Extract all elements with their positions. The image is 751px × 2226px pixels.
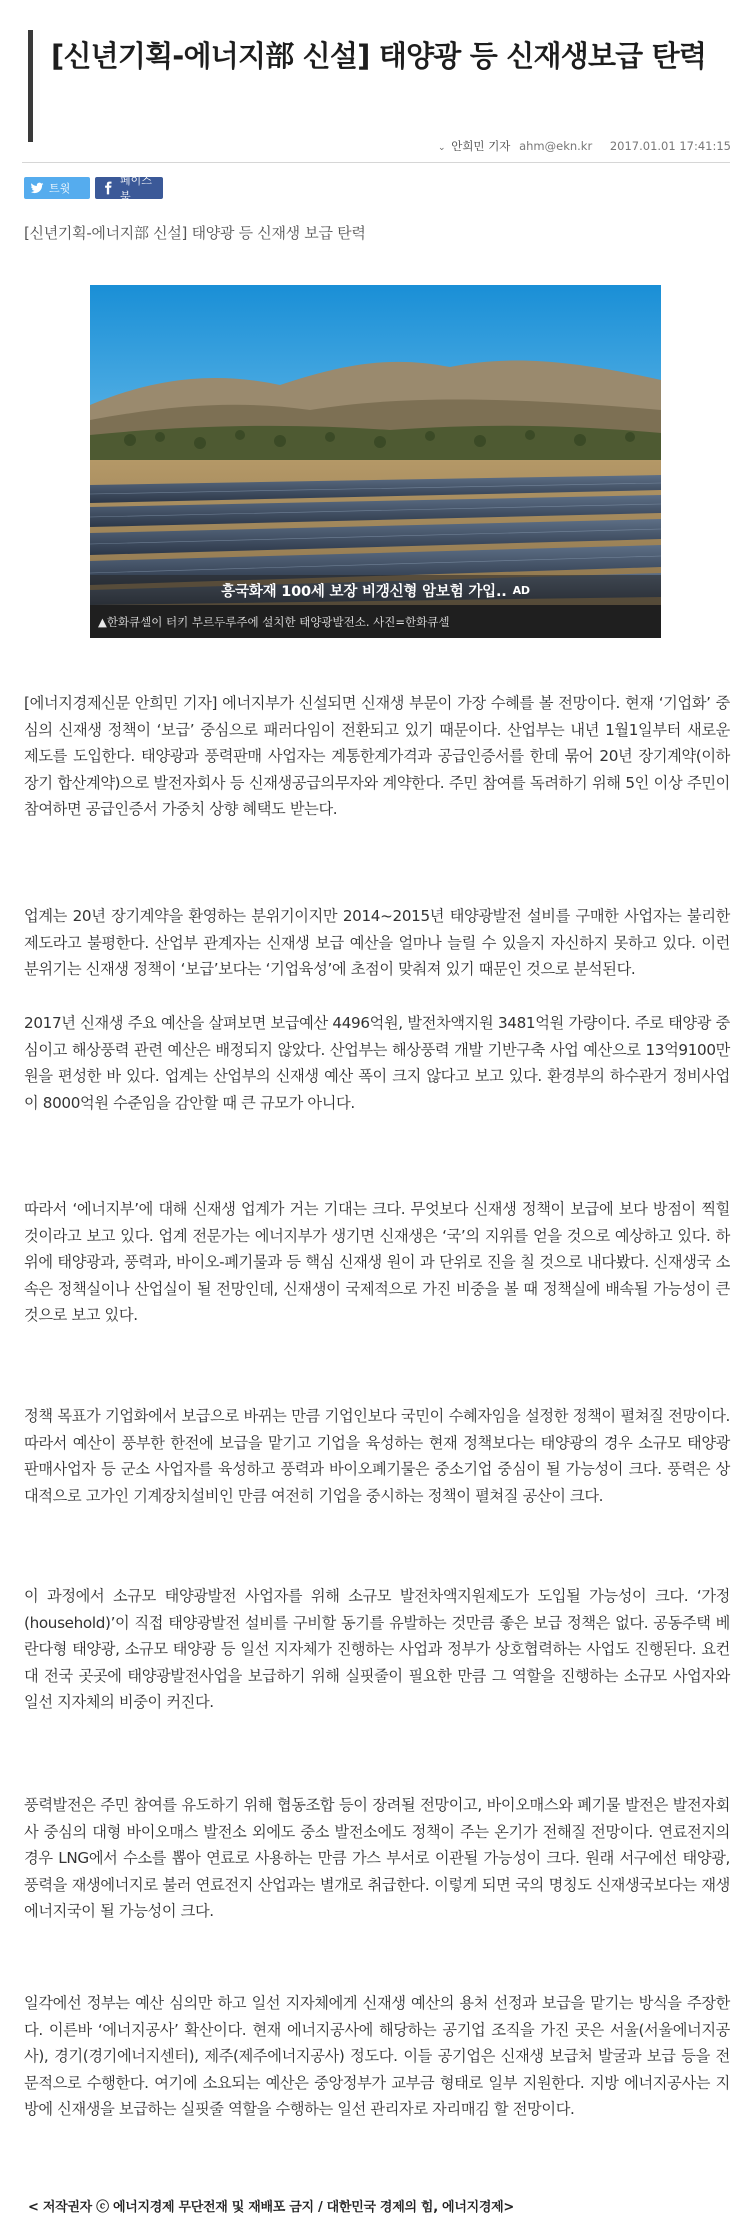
header-divider xyxy=(22,162,730,163)
chevron-down-icon[interactable]: ⌄ xyxy=(438,143,446,153)
facebook-f-icon xyxy=(101,181,115,195)
photo-ad-bar[interactable] xyxy=(90,575,661,605)
twitter-share-button[interactable] xyxy=(24,177,90,199)
body-paragraph-8: 일각에선 정부는 예산 심의만 하고 일선 지자체에게 신재생 예산의 용처 선정과 보급을 맡기는 방식을 주장한다. 이른바 ‘에너지공사’ 확산이다. 현재 에너지공사에 해당하는 공기업 조직을 가진 곳은 서울(서울에너지공사), 경기(경기에너지센터), 제주(제주에너지공사) 정도다. 이들 공기업은 신재생 보급처 발굴과 보급 등을 전문적으로 수행한다. 여기에 소요되는 예산은 중앙정부가 교부금 형태로 일부 지원한다. 지방 에너지공사는 지방에 신재생을 보급하는 실핏줄 역할을 수행하는 일선 관리자로 자리매김 할 전망이다. xyxy=(24,1994,730,2118)
reporter-email[interactable]: ahm@ekn.kr xyxy=(519,139,593,153)
body-paragraph-7: 풍력발전은 주민 참여를 유도하기 위해 협동조합 등이 장려될 전망이고, 바이오매스와 폐기물 발전은 발전자회사 중심의 대형 바이오매스 발전소 외에도 중소 발전소에도 정책이 주는 온기가 전해질 전망이다. 연료전지의 경우 LNG에서 수소를 뽑아 연료로 사용하는 만큼 가스 부서로 이관될 가능성이 크다. 원래 서구에선 태양광, 풍력을 재생에너지로 불러 연료전지 산업과는 별개로 취급한다. 이렇게 되면 국의 명칭도 신재생국보다는 재생에너지국이 될 가능성이 크다. xyxy=(24,1796,730,1920)
twitter-bird-icon xyxy=(30,181,44,195)
photo-caption: ▲한화큐셀이 터키 부르두루주에 설치한 태양광발전소. 사진=한화큐셀 xyxy=(90,605,661,638)
body-paragraph-2: 업계는 20년 장기계약을 환영하는 분위기이지만 2014~2015년 태양광발전 설비를 구매한 사업자는 불리한 제도라고 불평한다. 산업부 관계자는 신재생 보급 예산을 얼마나 늘릴 수 있을지 자신하지 못하고 있다. 이런 분위기는 신재생 정책이 ‘보급’보다는 ‘기업육성’에 초점이 맞춰져 있기 때문인 것으로 분석된다. xyxy=(24,907,730,978)
article-photo xyxy=(90,285,661,638)
title-block xyxy=(28,30,733,142)
body-paragraph-6: 이 과정에서 소규모 태양광발전 사업자를 위해 소규모 발전차액지원제도가 도입될 가능성이 크다. ‘가정(household)’이 직접 태양광발전 설비를 구비할 동기를 유발하는 것만큼 좋은 보급 정책은 없다. 공동주택 베란다형 태양광, 소규모 태양광 등 일선 지자체가 진행하는 사업과 정부가 상호협력하는 사업도 진행된다. 요컨대 전국 곳곳에 태양광발전사업을 보급하기 위해 실핏줄이 필요한 만큼 그 역할을 진행하는 소규모 사업자와 일선 지자체의 비중이 커진다. xyxy=(24,1587,730,1711)
facebook-share-label: 페이스북 xyxy=(120,174,152,203)
body-paragraph-4: 따라서 ‘에너지부’에 대해 신재생 업계가 거는 기대는 크다. 무엇보다 신재생 정책이 보급에 보다 방점이 찍힐 것이라고 보고 있다. 업계 전문가는 에너지부가 생기면 신재생은 ‘국’의 지위를 얻을 것으로 예상하고 있다. 하위에 태양광과, 풍력과, 바이오-폐기물과 등 핵심 신재생 원이 과 단위로 진을 칠 것으로 내다봤다. 신재생국 소속은 정책실이나 산업실이 될 전망인데, 신재생이 국제적으로 가진 비중을 볼 때 정책실에 배속될 가능성이 큰 것으로 보고 있다. xyxy=(24,1200,730,1324)
ad-tag: AD xyxy=(512,583,530,597)
solar-farm-image xyxy=(90,285,661,605)
article-title: [신년기획-에너지部 신설] 태양광 등 신재생보급 탄력 xyxy=(51,39,707,73)
publish-date: 2017.01.01 17:41:15 xyxy=(609,139,731,153)
body-paragraph-5: 정책 목표가 기업화에서 보급으로 바뀌는 만큼 기업인보다 국민이 수혜자임을 설정한 정책이 펼쳐질 전망이다. 따라서 예산이 풍부한 한전에 보급을 맡기고 기업을 육성하는 현재 정책보다는 태양광의 경우 소규모 태양광 판매사업자 등 군소 사업자를 육성하고 풍력과 바이오폐기물은 중소기업 중심이 될 가능성이 크다. 풍력은 상대적으로 고가인 기계장치설비인 만큼 여전히 기업을 중시하는 정책이 펼쳐질 공산이 크다. xyxy=(24,1407,730,1505)
body-paragraph-1: [에너지경제신문 안희민 기자] 에너지부가 신설되면 신재생 부문이 가장 수혜를 볼 전망이다. 현재 ‘기업화’ 중심의 신재생 정책이 ‘보급’ 중심으로 패러다임이 전환되고 있기 때문이다. 산업부는 내년 1월1일부터 새로운 제도를 도입한다. 태양광과 풍력판매 사업자는 계통한계가격과 공급인증서를 한데 묶어 20년 장기계약(이하 장기 합산계약)으로 발전자회사 등 신재생공급의무자와 계약한다. 주민 참여를 독려하기 위해 5인 이상 주민이 참여하면 공급인증서 가중치 상향 혜택도 받는다. xyxy=(24,694,730,818)
twitter-share-label: 트윗 xyxy=(49,182,71,195)
reporter-name[interactable]: 안희민 기자 xyxy=(451,139,511,153)
share-bar xyxy=(24,174,163,203)
article-subtitle: [신년기획-에너지部 신설] 태양광 등 신재생 보급 탄력 xyxy=(24,224,366,242)
copyright-notice: < 저작권자 ⓒ 에너지경제 무단전재 및 재배포 금지 / 대한민국 경제의 힘, 에너지경제> xyxy=(28,2200,514,2215)
byline xyxy=(438,138,731,154)
body-paragraph-3: 2017년 신재생 주요 예산을 살펴보면 보급예산 4496억원, 발전차액지원 3481억원 가량이다. 주로 태양광 중심이고 해상풍력 관련 예산은 배정되지 않았다. 산업부는 해상풍력 개발 기반구축 사업 예산으로 13억9100만원을 편성한 바 있다. 업계는 산업부의 신재생 예산 폭이 크지 않다고 보고 있다. 환경부의 하수관거 정비사업이 8000억원 수준임을 감안할 때 큰 규모가 아니다. xyxy=(24,1014,730,1112)
ad-text[interactable]: 흥국화재 100세 보장 비갱신형 암보험 가입.. xyxy=(221,583,507,600)
facebook-share-button[interactable] xyxy=(95,174,163,203)
